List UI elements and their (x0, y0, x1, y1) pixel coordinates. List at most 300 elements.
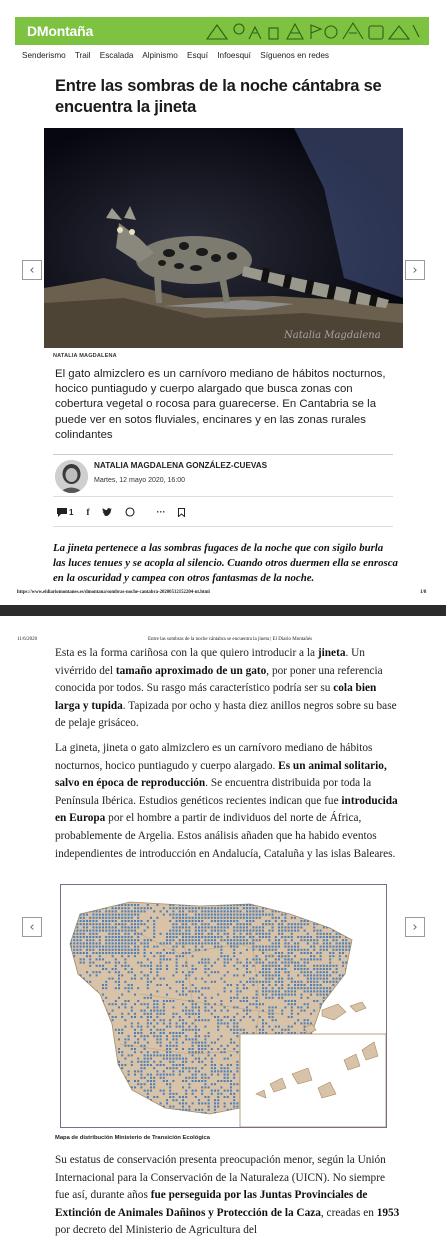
presence-dot (236, 1090, 238, 1092)
presence-dot (185, 1058, 187, 1060)
presence-dot (204, 1010, 206, 1012)
presence-dot (204, 987, 206, 989)
facebook-share-button[interactable] (86, 507, 89, 517)
presence-dot (336, 939, 338, 941)
presence-dot (320, 946, 322, 948)
presence-dot (265, 920, 267, 922)
whatsapp-icon (125, 507, 135, 517)
presence-dot (137, 1000, 139, 1002)
presence-dot (262, 987, 264, 989)
presence-dot (211, 930, 213, 932)
presence-dot (214, 920, 216, 922)
presence-dot (313, 942, 315, 944)
presence-dot (134, 923, 136, 925)
presence-dot (172, 1054, 174, 1056)
presence-dot (313, 955, 315, 957)
presence-dot (224, 926, 226, 928)
presence-dot (144, 1083, 146, 1085)
presence-dot (294, 984, 296, 986)
presence-dot (268, 971, 270, 973)
presence-dot (188, 949, 190, 951)
presence-dot (121, 949, 123, 951)
presence-dot (316, 984, 318, 986)
presence-dot (217, 1029, 219, 1031)
presence-dot (345, 962, 347, 964)
presence-dot (268, 946, 270, 948)
presence-dot (160, 1010, 162, 1012)
nav-item-esqui[interactable]: Esquí (187, 51, 208, 60)
presence-dot (131, 1061, 133, 1063)
presence-dot (201, 1093, 203, 1095)
presence-dot (137, 926, 139, 928)
presence-dot (272, 1019, 274, 1021)
presence-dot (262, 1019, 264, 1021)
presence-dot (224, 1058, 226, 1060)
presence-dot (278, 939, 280, 941)
presence-dot (214, 926, 216, 928)
presence-dot (297, 962, 299, 964)
presence-dot (80, 952, 82, 954)
facebook-icon: f (86, 507, 90, 517)
presence-dot (320, 987, 322, 989)
presence-dot (259, 1016, 261, 1018)
presence-dot (214, 1070, 216, 1072)
publish-date: Martes, 12 mayo 2020, 16:00 (94, 477, 186, 484)
presence-dot (179, 1054, 181, 1056)
presence-dot (192, 1006, 194, 1008)
presence-dot (291, 939, 293, 941)
presence-dot (201, 946, 203, 948)
presence-dot (198, 917, 200, 919)
text-run: . Tapizada por ocho y hasta diez anillos negros sobre su base de pelaje grisáceo. (55, 699, 397, 730)
presence-dot (211, 917, 213, 919)
presence-dot (115, 923, 117, 925)
presence-dot (195, 907, 197, 909)
presence-dot (156, 971, 158, 973)
presence-dot (230, 946, 232, 948)
presence-dot (192, 1090, 194, 1092)
presence-dot (208, 1003, 210, 1005)
more-options-button[interactable] (156, 507, 165, 517)
presence-dot (176, 936, 178, 938)
presence-dot (179, 955, 181, 957)
presence-dot (112, 949, 114, 951)
presence-dot (172, 1070, 174, 1072)
presence-dot (118, 949, 120, 951)
nav-item-alpinismo[interactable]: Alpinismo (142, 51, 178, 60)
presence-dot (214, 939, 216, 941)
presence-dot (272, 910, 274, 912)
presence-dot (83, 936, 85, 938)
presence-dot (182, 1042, 184, 1044)
presence-dot (172, 930, 174, 932)
presence-dot (131, 923, 133, 925)
presence-dot (224, 955, 226, 957)
next-map-button[interactable] (405, 917, 425, 937)
prev-map-button[interactable] (22, 917, 42, 937)
presence-dot (124, 981, 126, 983)
presence-dot (284, 920, 286, 922)
presence-dot (147, 1003, 149, 1005)
presence-dot (224, 907, 226, 909)
presence-dot (227, 1016, 229, 1018)
presence-dot (284, 1006, 286, 1008)
presence-dot (134, 933, 136, 935)
presence-dot (115, 942, 117, 944)
presence-dot (169, 1093, 171, 1095)
presence-dot (329, 946, 331, 948)
presence-dot (310, 946, 312, 948)
presence-dot (124, 910, 126, 912)
presence-dot (278, 965, 280, 967)
presence-dot (211, 907, 213, 909)
presence-dot (307, 933, 309, 935)
presence-dot (128, 1038, 130, 1040)
presence-dot (217, 910, 219, 912)
presence-dot (214, 1109, 216, 1111)
presence-dot (320, 949, 322, 951)
presence-dot (121, 1032, 123, 1034)
presence-dot (179, 933, 181, 935)
presence-dot (198, 1045, 200, 1047)
presence-dot (121, 939, 123, 941)
presence-dot (233, 949, 235, 951)
presence-dot (259, 917, 261, 919)
presence-dot (323, 965, 325, 967)
presence-dot (256, 917, 258, 919)
presence-dot (83, 926, 85, 928)
presence-dot (169, 1051, 171, 1053)
presence-dot (284, 1000, 286, 1002)
presence-dot (339, 958, 341, 960)
presence-dot (172, 974, 174, 976)
presence-dot (92, 917, 94, 919)
presence-dot (195, 990, 197, 992)
presence-dot (118, 1061, 120, 1063)
presence-dot (243, 914, 245, 916)
nav-item-escalada[interactable]: Escalada (99, 51, 134, 60)
presence-dot (163, 942, 165, 944)
presence-dot (198, 1109, 200, 1111)
nav-item-infoesqui[interactable]: Infoesquí (217, 51, 251, 60)
presence-dot (172, 1038, 174, 1040)
presence-dot (198, 1099, 200, 1101)
presence-dot (179, 981, 181, 983)
presence-dot (348, 942, 350, 944)
presence-dot (291, 946, 293, 948)
presence-dot (275, 994, 277, 996)
presence-dot (249, 907, 251, 909)
presence-dot (201, 1042, 203, 1044)
presence-dot (150, 971, 152, 973)
presence-dot (227, 923, 229, 925)
presence-dot (214, 1083, 216, 1085)
presence-dot (220, 936, 222, 938)
presence-dot (268, 962, 270, 964)
presence-dot (284, 955, 286, 957)
whatsapp-share-button[interactable] (125, 507, 135, 517)
presence-dot (134, 926, 136, 928)
presence-dot (195, 1006, 197, 1008)
presence-dot (156, 1029, 158, 1031)
presence-dot (304, 939, 306, 941)
presence-dot (115, 917, 117, 919)
bold-text: tamaño aproximado de un gato (115, 664, 267, 677)
presence-dot (204, 910, 206, 912)
presence-dot (240, 952, 242, 954)
presence-dot (147, 1006, 149, 1008)
presence-dot (185, 942, 187, 944)
presence-dot (128, 965, 130, 967)
presence-dot (224, 933, 226, 935)
presence-dot (342, 946, 344, 948)
prev-slide-button[interactable] (22, 260, 42, 280)
presence-dot (246, 1013, 248, 1015)
presence-dot (195, 968, 197, 970)
presence-dot (211, 1048, 213, 1050)
presence-dot (252, 958, 254, 960)
presence-dot (172, 1016, 174, 1018)
presence-dot (291, 1003, 293, 1005)
presence-dot (185, 1077, 187, 1079)
presence-dot (233, 920, 235, 922)
presence-dot (124, 904, 126, 906)
presence-dot (220, 917, 222, 919)
presence-dot (246, 958, 248, 960)
presence-dot (140, 1029, 142, 1031)
presence-dot (131, 1064, 133, 1066)
presence-dot (220, 1019, 222, 1021)
text-run: La gineta, jineta o gato almizclero es un carnívoro mediano de hábitos nocturnos, hocico puntiagudo y cuerpo alargado. (55, 742, 373, 772)
presence-dot (268, 1026, 270, 1028)
nav-item-senderismo[interactable]: Senderismo (22, 51, 66, 60)
presence-dot (134, 955, 136, 957)
bookmark-button[interactable] (178, 508, 185, 517)
presence-dot (128, 971, 130, 973)
presence-dot (144, 974, 146, 976)
presence-dot (150, 1032, 152, 1034)
presence-dot (294, 962, 296, 964)
presence-dot (236, 1067, 238, 1069)
presence-dot (240, 930, 242, 932)
presence-dot (128, 1070, 130, 1072)
presence-dot (265, 981, 267, 983)
presence-dot (195, 1042, 197, 1044)
presence-dot (220, 1093, 222, 1095)
presence-dot (297, 1019, 299, 1021)
presence-dot (195, 1035, 197, 1037)
presence-dot (224, 990, 226, 992)
presence-dot (320, 978, 322, 980)
presence-dot (288, 923, 290, 925)
presence-dot (246, 917, 248, 919)
presence-dot (124, 1058, 126, 1060)
print-footer-page: 1/8 (420, 590, 427, 595)
presence-dot (156, 1054, 158, 1056)
presence-dot (112, 910, 114, 912)
presence-dot (89, 981, 91, 983)
presence-dot (208, 1106, 210, 1108)
presence-dot (137, 1026, 139, 1028)
presence-dot (275, 949, 277, 951)
presence-dot (243, 926, 245, 928)
presence-dot (121, 914, 123, 916)
presence-dot (230, 1000, 232, 1002)
presence-dot (204, 907, 206, 909)
presence-dot (198, 1013, 200, 1015)
presence-dot (188, 926, 190, 928)
presence-dot (102, 952, 104, 954)
presence-dot (214, 907, 216, 909)
presence-dot (83, 914, 85, 916)
twitter-share-button[interactable] (102, 508, 112, 516)
presence-dot (140, 1067, 142, 1069)
presence-dot (86, 930, 88, 932)
presence-dot (278, 946, 280, 948)
presence-dot (153, 926, 155, 928)
presence-dot (185, 1067, 187, 1069)
presence-dot (336, 933, 338, 935)
presence-dot (105, 939, 107, 941)
presence-dot (329, 987, 331, 989)
presence-dot (118, 917, 120, 919)
presence-dot (150, 939, 152, 941)
presence-dot (121, 907, 123, 909)
site-logo[interactable]: DMontaña (27, 23, 94, 39)
presence-dot (134, 1048, 136, 1050)
presence-dot (112, 1019, 114, 1021)
avatar[interactable] (55, 460, 88, 493)
presence-dot (83, 930, 85, 932)
presence-dot (345, 939, 347, 941)
presence-dot (176, 1064, 178, 1066)
presence-dot (86, 923, 88, 925)
presence-dot (217, 1022, 219, 1024)
presence-dot (105, 914, 107, 916)
presence-dot (316, 965, 318, 967)
presence-dot (137, 1022, 139, 1024)
body-paragraph-1 (55, 645, 400, 733)
presence-dot (259, 933, 261, 935)
presence-dot (179, 1074, 181, 1076)
presence-dot (195, 1029, 197, 1031)
presence-dot (332, 952, 334, 954)
presence-dot (211, 914, 213, 916)
presence-dot (313, 946, 315, 948)
presence-dot (313, 949, 315, 951)
presence-dot (320, 965, 322, 967)
article-lead: El gato almizclero es un carnívoro mediano de hábitos nocturnos, hocico puntiagudo y cuerpo alargado que busca zonas con cobertura vegetal o rocosa para guarecerse. En Cantabria se la puede ver en sotos fluviales, encinares y en las zonas rurales colindantes (55, 368, 386, 441)
presence-dot (140, 942, 142, 944)
presence-dot (217, 1093, 219, 1095)
presence-dot (176, 1013, 178, 1015)
presence-dot (281, 930, 283, 932)
presence-dot (179, 917, 181, 919)
presence-dot (252, 907, 254, 909)
presence-dot (240, 933, 242, 935)
presence-dot (185, 1093, 187, 1095)
presence-dot (112, 942, 114, 944)
presence-dot (131, 920, 133, 922)
presence-dot (240, 923, 242, 925)
presence-dot (182, 914, 184, 916)
presence-dot (169, 914, 171, 916)
presence-dot (179, 1016, 181, 1018)
presence-dot (252, 942, 254, 944)
presence-dot (76, 949, 78, 951)
comments-button[interactable] (57, 508, 73, 517)
presence-dot (108, 936, 110, 938)
presence-dot (211, 1064, 213, 1066)
presence-dot (233, 933, 235, 935)
presence-dot (236, 939, 238, 941)
chevron-left-icon: ‹ (29, 262, 35, 278)
presence-dot (134, 904, 136, 906)
presence-dot (278, 994, 280, 996)
presence-dot (118, 1038, 120, 1040)
presence-dot (204, 949, 206, 951)
author-name[interactable]: NATALIA MAGDALENA GONZÁLEZ-CUEVAS (94, 461, 268, 470)
presence-dot (236, 1006, 238, 1008)
presence-dot (169, 1067, 171, 1069)
presence-dot (307, 958, 309, 960)
presence-dot (243, 987, 245, 989)
presence-dot (204, 914, 206, 916)
presence-dot (192, 920, 194, 922)
next-slide-button[interactable] (405, 260, 425, 280)
presence-dot (227, 984, 229, 986)
presence-dot (185, 939, 187, 941)
presence-dot (208, 987, 210, 989)
presence-dot (134, 942, 136, 944)
presence-dot (204, 1096, 206, 1098)
presence-dot (176, 958, 178, 960)
presence-dot (326, 990, 328, 992)
presence-dot (192, 1051, 194, 1053)
presence-dot (275, 910, 277, 912)
presence-dot (195, 914, 197, 916)
presence-dot (236, 942, 238, 944)
presence-dot (278, 955, 280, 957)
nav-item-trail[interactable]: Trail (74, 51, 91, 60)
presence-dot (185, 974, 187, 976)
presence-dot (291, 1013, 293, 1015)
presence-dot (112, 939, 114, 941)
presence-dot (304, 930, 306, 932)
presence-dot (233, 1032, 235, 1034)
bold-text: 1953 (376, 1206, 400, 1219)
presence-dot (153, 1006, 155, 1008)
nav-item-redes[interactable]: Síguenos en redes (260, 51, 329, 60)
presence-dot (265, 974, 267, 976)
presence-dot (156, 1074, 158, 1076)
presence-dot (300, 958, 302, 960)
presence-dot (272, 1016, 274, 1018)
presence-dot (246, 942, 248, 944)
presence-dot (156, 1016, 158, 1018)
presence-dot (166, 1000, 168, 1002)
presence-dot (275, 946, 277, 948)
presence-dot (134, 1086, 136, 1088)
presence-dot (131, 1006, 133, 1008)
presence-dot (83, 952, 85, 954)
presence-dot (163, 907, 165, 909)
presence-dot (112, 952, 114, 954)
presence-dot (118, 981, 120, 983)
presence-dot (297, 987, 299, 989)
presence-dot (339, 952, 341, 954)
presence-dot (268, 984, 270, 986)
